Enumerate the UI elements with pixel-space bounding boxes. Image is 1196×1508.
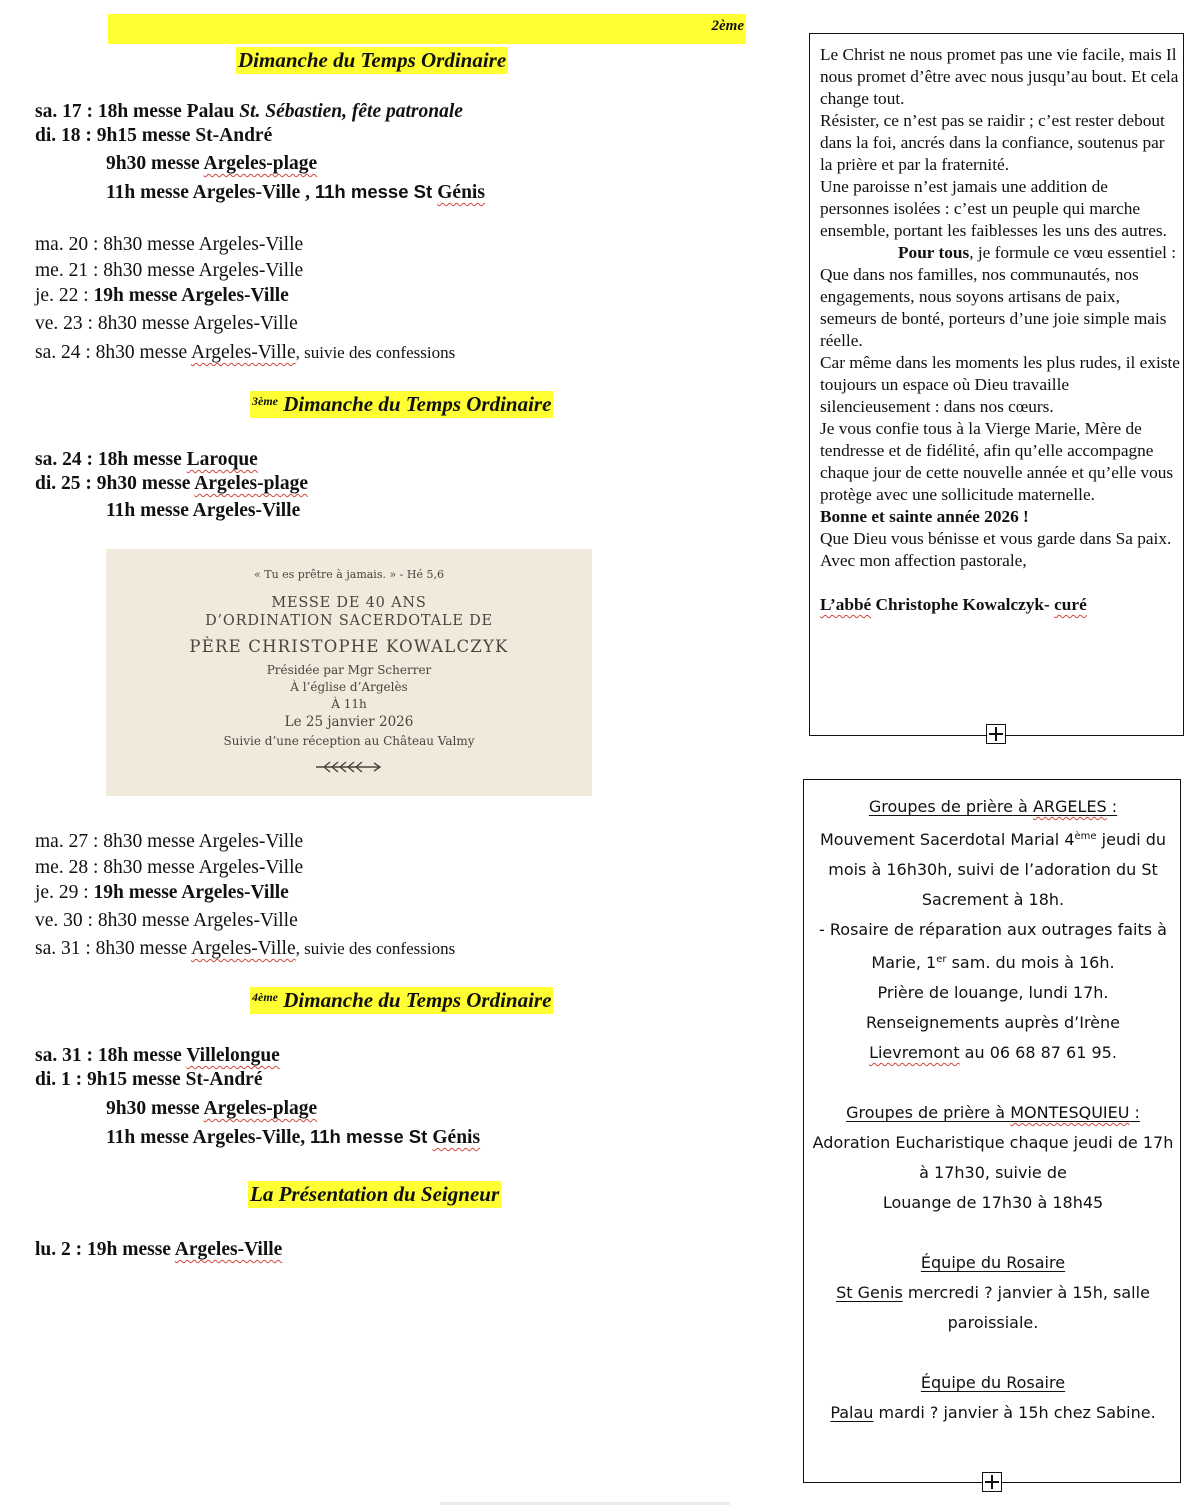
presentation-title: La Présentation du Seigneur — [250, 1182, 500, 1206]
schedule-line: je. 22 : 19h messe Argeles-Ville — [35, 285, 289, 306]
card-time: À 11h — [331, 697, 367, 711]
header-highlight-bar — [108, 14, 746, 44]
sunday-4-title: $^{4ème}$ Dimanche du Temps Ordinaire — [252, 988, 552, 1012]
schedule-line: 11h messe Argeles-Ville — [106, 500, 301, 521]
card-presided: Présidée par Mgr Scherrer — [266, 663, 432, 677]
schedule-line: sa. 24 : 18h messe Laroque — [35, 449, 258, 470]
card-line2: D’ORDINATION SACERDOTALE DE — [205, 613, 493, 629]
schedule-line: 11h messe Argeles-Ville , 11h messe St Génis — [106, 181, 485, 203]
frame-resize-handle-icon[interactable] — [986, 724, 1006, 744]
prayer-groups-box — [803, 779, 1181, 1483]
card-priest-name: PÈRE CHRISTOPHE KOWALCZYK — [189, 637, 509, 656]
pastoral-letter-text: Le Christ ne nous promet pas une vie facile, mais Il nous promet d’être avec nous jusqu’au bout. Et cela change tout. Résister, ce n’est pas se raidir ; c’est rester debout dans la foi, ancrés dans la confiance, soutenus par la prière et par la fraternité. Une paroisse n’est jamais une addition de personnes isolées : c’est un peuple qui marche ensemble, portant les faiblesses les uns des autres.Pour tous, je formule ce vœu essentiel : Que dans nos familles, nos communautés, nos engagements, nous soyons artisans de paix, semeurs de bonté, porteurs d’une joie simple mais réelle. Car même dans les moments les plus rudes, il existe toujours un espace où Dieu travaille silencieusement : dans nos cœurs. Je vous confie tous à la Vierge Marie, Mère de tendresse et de fidélité, afin qu’elle accompagne chaque jour de cette nouvelle année et qu’elle vous protège avec une sollicitude maternelle. Bonne et sainte année 2026 ! Que Dieu vous bénisse et vous garde dans Sa paix. Avec mon affection pastorale, L’abbé Christophe Kowalczyk- curé — [820, 45, 1180, 614]
schedule-line: ma. 20 : 8h30 messe Argeles-Ville — [35, 234, 304, 255]
schedule-line: lu. 2 : 19h messe Argeles-Ville — [35, 1239, 283, 1260]
schedule-line: sa. 31 : 18h messe Villelongue — [35, 1045, 280, 1066]
schedule-line: sa. 17 : 18h messe Palau St. Sébastien, fête patronale — [35, 101, 463, 122]
frame-resize-handle-icon[interactable] — [982, 1472, 1002, 1492]
header-ordinal: 2ème — [711, 18, 744, 34]
sunday-3-title: $^{3ème}$ Dimanche du Temps Ordinaire — [252, 392, 552, 416]
schedule-line: sa. 24 : 8h30 messe Argeles-Ville, suivie des confessions — [35, 342, 456, 363]
schedule-line: sa. 31 : 8h30 messe Argeles-Ville, suivie des confessions — [35, 938, 456, 959]
sunday-2-title: Dimanche du Temps Ordinaire — [238, 48, 507, 72]
card-quote: « Tu es prêtre à jamais. » - Hé 5,6 — [254, 568, 444, 581]
page-bottom-divider — [440, 1502, 730, 1505]
card-date: Le 25 janvier 2026 — [284, 714, 414, 730]
schedule-line: ma. 27 : 8h30 messe Argeles-Ville — [35, 831, 304, 852]
schedule-line: 11h messe Argeles-Ville, 11h messe St Génis — [106, 1126, 481, 1148]
schedule-line: ve. 30 : 8h30 messe Argeles-Ville — [35, 910, 298, 931]
schedule-line: 9h30 messe Argeles-plage — [106, 1098, 318, 1119]
schedule-line: me. 28 : 8h30 messe Argeles-Ville — [35, 857, 304, 878]
schedule-line: 9h30 messe Argeles-plage — [106, 153, 318, 174]
ordination-anniversary-card — [106, 549, 592, 796]
olive-branch-icon — [314, 759, 384, 775]
prayer-groups-text: Groupes de prière à ARGELES : Mouvement Sacerdotal Marial 4ème jeudi du mois à 16h30h, suivi de l’adoration du St Sacrement à 18h. - Rosaire de réparation aux outrages faits à Marie, 1er sam. du mois à 16h. Prière de louange, lundi 17h. Renseignements auprès d’Irène Lievremont au 06 68 87 61 95. Groupes de prière à MONTESQUIEU : Adoration Eucharistique chaque jeudi de 17h à 17h30, suivie de Louange de 17h30 à 18h45 Équipe du Rosaire St Genis mercredi ? janvier à 15h, salle paroissiale. Équipe du Rosaire Palau mardi ? janvier à 15h chez Sabine. — [812, 797, 1174, 1422]
card-reception: Suivie d’une réception au Château Valmy — [223, 734, 475, 748]
schedule-line: je. 29 : 19h messe Argeles-Ville — [35, 882, 289, 903]
signature: L’abbé Christophe Kowalczyk- curé — [820, 595, 1087, 614]
card-place: À l’église d’Argelès — [290, 680, 408, 694]
schedule-line: ve. 23 : 8h30 messe Argeles-Ville — [35, 313, 298, 334]
schedule-line: di. 18 : 9h15 messe St-André — [35, 125, 273, 146]
pastoral-letter-box — [809, 33, 1184, 736]
schedule-line: di. 25 : 9h30 messe Argeles-plage — [35, 473, 308, 494]
schedule-line: di. 1 : 9h15 messe St-André — [35, 1069, 263, 1090]
schedule-line: me. 21 : 8h30 messe Argeles-Ville — [35, 260, 304, 281]
card-line1: MESSE DE 40 ANS — [271, 595, 427, 611]
